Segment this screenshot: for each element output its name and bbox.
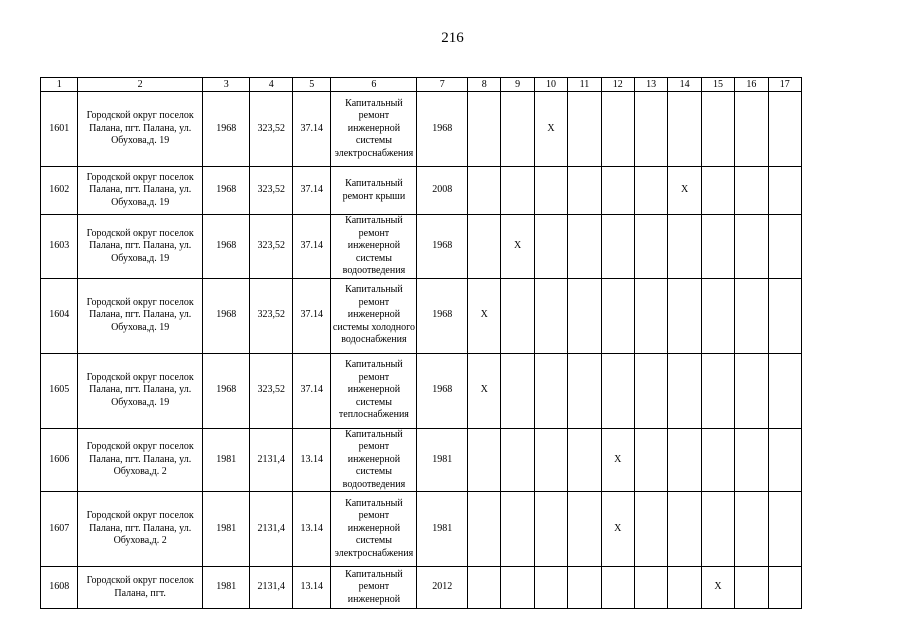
mark-cell [534,215,567,279]
mark-cell [668,428,701,492]
address-cell: Городской округ поселок Палана, пгт. Палана, ул. Обухова,д. 19 [78,215,202,279]
mark-cell [568,215,601,279]
address-cell: Городской округ поселок Палана, пгт. Палана, ул. Обухова,д. 19 [78,167,202,215]
mark-cell [701,167,734,215]
wear-cell: 13.14 [292,567,330,609]
column-header: 10 [534,78,567,92]
work-type-cell: Капитальный ремонт крыши [331,167,417,215]
mark-cell [601,215,634,279]
wear-cell: 13.14 [292,492,330,567]
table-body [41,92,802,609]
wear-cell: 37.14 [292,92,330,167]
area-cell: 323,52 [250,167,293,215]
column-header: 16 [735,78,768,92]
mark-cell: X [468,278,501,353]
mark-cell [768,492,801,567]
mark-cell [701,353,734,428]
mark-cell: X [668,167,701,215]
column-header: 11 [568,78,601,92]
row-number-cell: 1607 [41,492,78,567]
column-header: 17 [768,78,801,92]
work-type-cell: Капитальный ремонт инженерной системы электроснабжения [331,92,417,167]
address-cell: Городской округ поселок Палана, пгт. Палана, ул. Обухова,д. 19 [78,353,202,428]
mark-cell [468,492,501,567]
mark-cell [768,278,801,353]
mark-cell [634,92,667,167]
column-header: 13 [634,78,667,92]
mark-cell: X [468,353,501,428]
plan-year-cell: 1968 [417,353,468,428]
mark-cell [501,428,534,492]
mark-cell [768,92,801,167]
year-built-cell: 1968 [202,353,250,428]
work-type-cell: Капитальный ремонт инженерной системы холодного водоснабжения [331,278,417,353]
work-type-cell: Капитальный ремонт инженерной системы водоотведения [331,428,417,492]
mark-cell [468,167,501,215]
plan-year-cell: 1968 [417,92,468,167]
year-built-cell: 1981 [202,567,250,609]
wear-cell: 37.14 [292,278,330,353]
wear-cell: 37.14 [292,167,330,215]
header-row [41,78,802,92]
wear-cell: 37.14 [292,353,330,428]
mark-cell [568,567,601,609]
area-cell: 323,52 [250,215,293,279]
mark-cell [735,428,768,492]
mark-cell [601,278,634,353]
mark-cell [501,278,534,353]
mark-cell [668,278,701,353]
mark-cell [501,492,534,567]
column-header: 15 [701,78,734,92]
mark-cell [601,353,634,428]
mark-cell: X [701,567,734,609]
plan-year-cell: 2008 [417,167,468,215]
table-row [41,567,802,609]
mark-cell [468,215,501,279]
mark-cell [735,278,768,353]
row-number-cell: 1602 [41,167,78,215]
year-built-cell: 1981 [202,428,250,492]
mark-cell [534,278,567,353]
mark-cell [668,215,701,279]
mark-cell [501,167,534,215]
wear-cell: 37.14 [292,215,330,279]
table-row [41,428,802,492]
area-cell: 323,52 [250,278,293,353]
mark-cell [568,492,601,567]
column-header: 1 [41,78,78,92]
mark-cell [735,215,768,279]
mark-cell [768,353,801,428]
work-type-cell: Капитальный ремонт инженерной системы электроснабжения [331,492,417,567]
mark-cell [634,278,667,353]
mark-cell [634,492,667,567]
column-header: 3 [202,78,250,92]
mark-cell [534,167,567,215]
mark-cell [501,92,534,167]
year-built-cell: 1968 [202,278,250,353]
row-number-cell: 1608 [41,567,78,609]
table-row [41,353,802,428]
column-header: 14 [668,78,701,92]
mark-cell [634,215,667,279]
plan-year-cell: 1981 [417,428,468,492]
mark-cell [601,567,634,609]
year-built-cell: 1968 [202,92,250,167]
mark-cell [534,567,567,609]
mark-cell [668,492,701,567]
work-type-cell: Капитальный ремонт инженерной системы водоотведения [331,215,417,279]
area-cell: 2131,4 [250,567,293,609]
mark-cell [634,567,667,609]
mark-cell [701,215,734,279]
mark-cell [568,167,601,215]
column-header: 5 [292,78,330,92]
work-type-cell: Капитальный ремонт инженерной [331,567,417,609]
mark-cell: X [601,428,634,492]
mark-cell [768,215,801,279]
table-row [41,278,802,353]
work-type-cell: Капитальный ремонт инженерной системы теплоснабжения [331,353,417,428]
mark-cell [501,353,534,428]
column-header: 6 [331,78,417,92]
table-row [41,167,802,215]
mark-cell [701,92,734,167]
mark-cell [534,353,567,428]
table-row [41,92,802,167]
area-cell: 323,52 [250,92,293,167]
mark-cell [768,428,801,492]
mark-cell [668,353,701,428]
mark-cell [601,167,634,215]
mark-cell [568,278,601,353]
mark-cell: X [501,215,534,279]
mark-cell [634,428,667,492]
year-built-cell: 1968 [202,215,250,279]
mark-cell [668,567,701,609]
mark-cell [568,92,601,167]
area-cell: 2131,4 [250,428,293,492]
plan-year-cell: 1968 [417,215,468,279]
mark-cell [568,353,601,428]
mark-cell [735,167,768,215]
area-cell: 323,52 [250,353,293,428]
mark-cell [534,428,567,492]
row-number-cell: 1604 [41,278,78,353]
row-number-cell: 1605 [41,353,78,428]
mark-cell [468,567,501,609]
year-built-cell: 1968 [202,167,250,215]
mark-cell [534,492,567,567]
mark-cell [634,353,667,428]
mark-cell [634,167,667,215]
mark-cell [768,167,801,215]
year-built-cell: 1981 [202,492,250,567]
mark-cell [601,92,634,167]
address-cell: Городской округ поселок Палана, пгт. Палана, ул. Обухова,д. 19 [78,278,202,353]
mark-cell [701,492,734,567]
address-cell: Городской округ поселок Палана, пгт. Палана, ул. Обухова,д. 2 [78,492,202,567]
register-table [40,77,802,609]
address-cell: Городской округ поселок Палана, пгт. [78,567,202,609]
mark-cell [735,567,768,609]
column-header: 4 [250,78,293,92]
mark-cell [735,92,768,167]
plan-year-cell: 2012 [417,567,468,609]
area-cell: 2131,4 [250,492,293,567]
mark-cell [501,567,534,609]
row-number-cell: 1606 [41,428,78,492]
mark-cell [735,492,768,567]
mark-cell [701,428,734,492]
plan-year-cell: 1981 [417,492,468,567]
column-header: 12 [601,78,634,92]
column-header: 9 [501,78,534,92]
mark-cell [568,428,601,492]
mark-cell [468,92,501,167]
table-row [41,492,802,567]
address-cell: Городской округ поселок Палана, пгт. Палана, ул. Обухова,д. 2 [78,428,202,492]
address-cell: Городской округ поселок Палана, пгт. Палана, ул. Обухова,д. 19 [78,92,202,167]
column-header: 7 [417,78,468,92]
mark-cell [701,278,734,353]
mark-cell [468,428,501,492]
page-number: 216 [441,30,464,46]
mark-cell [668,92,701,167]
column-header: 2 [78,78,202,92]
table-row [41,215,802,279]
row-number-cell: 1601 [41,92,78,167]
mark-cell [768,567,801,609]
mark-cell: X [601,492,634,567]
wear-cell: 13.14 [292,428,330,492]
mark-cell [735,353,768,428]
column-header: 8 [468,78,501,92]
row-number-cell: 1603 [41,215,78,279]
plan-year-cell: 1968 [417,278,468,353]
mark-cell: X [534,92,567,167]
